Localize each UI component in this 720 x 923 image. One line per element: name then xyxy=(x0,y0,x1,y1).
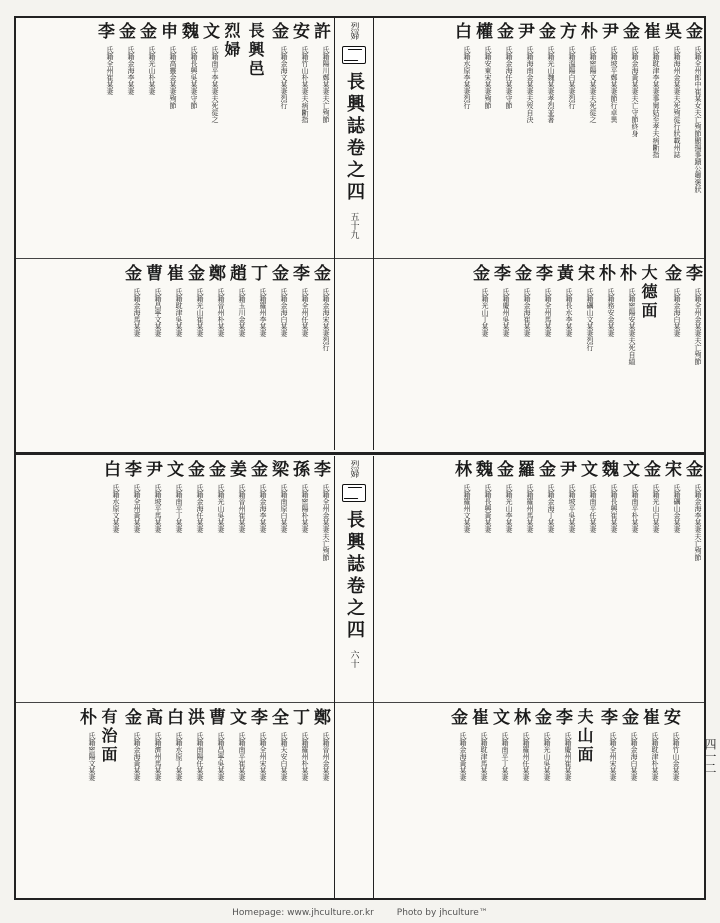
page-number: 五十九 xyxy=(348,212,359,239)
entry-column xyxy=(268,22,288,254)
entry-text: 氏籍水原李某妻烈行 xyxy=(463,46,471,109)
entry-text: 氏籍金海黃某妻 xyxy=(133,732,141,781)
entry-column xyxy=(247,460,267,698)
entry-text: 氏籍高靈金某妻殉節 xyxy=(169,46,177,109)
surname: 金 xyxy=(682,22,702,40)
entry-text: 氏籍金海任某妻守節 xyxy=(505,46,513,109)
entry-column xyxy=(682,22,702,254)
entry-column xyxy=(163,708,183,894)
entry-text: 氏籍羅州任某妻 xyxy=(522,732,530,781)
surname: 文 xyxy=(489,708,509,726)
entry-column xyxy=(100,460,120,698)
surname: 高 xyxy=(142,708,162,726)
entry-text: 氏籍金海白某妻 xyxy=(673,288,681,337)
surname: 安 xyxy=(660,708,680,726)
entry-text: 氏籍天安白某妻 xyxy=(280,732,288,781)
surname: 吳 xyxy=(661,22,681,40)
entry-column xyxy=(310,264,330,446)
entry-text: 氏籍水原文某妻 xyxy=(112,484,120,533)
entry-column xyxy=(199,22,219,254)
entry-text: 氏籍全州馬某妻 xyxy=(544,288,552,337)
entry-text: 氏籍全州郎中崔某女夫亡殉節顯揚事蹟公卿褒狀 xyxy=(694,46,702,193)
district-heading-column xyxy=(97,708,120,894)
entry-column xyxy=(121,460,141,698)
surname: 黃 xyxy=(553,264,573,282)
entry-text: 氏籍陽川鄭某妻夫亡殉節 xyxy=(322,46,330,123)
entry-column xyxy=(660,708,680,894)
book-title: 長興誌卷之四 xyxy=(344,72,365,204)
entry-text: 氏籍慶州崔某妻 xyxy=(564,732,572,781)
entry-column xyxy=(532,264,552,446)
entry-text: 氏籍南平丁某妻 xyxy=(501,732,509,781)
entries-upper-right-row1 xyxy=(366,22,702,254)
footer-photo-credit: Photo by jhculture™ xyxy=(396,908,488,918)
surname: 尹 xyxy=(142,460,162,478)
entry-text: 氏籍竹山金某妻 xyxy=(672,732,680,781)
entry-column xyxy=(115,22,135,254)
entry-column xyxy=(76,708,96,894)
entry-column xyxy=(595,264,615,446)
entry-column xyxy=(661,264,681,446)
surname: 李 xyxy=(490,264,510,282)
entry-text: 氏籍金海文某妻烈行 xyxy=(280,46,288,109)
entry-column xyxy=(598,22,618,254)
entry-column xyxy=(310,22,330,254)
entry-text: 氏籍耽津李某妻事舅姑至孝夫病斷指 xyxy=(652,46,660,158)
entry-column xyxy=(535,22,555,254)
entry-text: 氏籍金海黃某妻夫亡守節終身 xyxy=(631,46,639,137)
entry-text: 氏籍晉州朴某妻 xyxy=(217,288,225,337)
entry-column xyxy=(94,22,114,254)
entry-column xyxy=(489,708,509,894)
surname: 崔 xyxy=(640,22,660,40)
entry-column xyxy=(205,264,225,446)
surname: 崔 xyxy=(639,708,659,726)
surname: 宋 xyxy=(574,264,594,282)
surname: 金 xyxy=(447,708,467,726)
entry-text: 氏籍南平朴某妻 xyxy=(631,484,639,533)
entry-column xyxy=(556,460,576,698)
entry-text: 氏籍全州金某妻夫亡殉節 xyxy=(322,484,330,561)
surname: 李 xyxy=(682,264,702,282)
surname: 金 xyxy=(268,22,288,40)
entry-column xyxy=(268,264,288,446)
district-heading-column xyxy=(220,22,243,254)
surname: 李 xyxy=(94,22,114,40)
surname: 文 xyxy=(577,460,597,478)
entry-column xyxy=(490,264,510,446)
entry-column xyxy=(640,460,660,698)
entry-text: 氏籍海南金某妻夫歿自決 xyxy=(526,46,534,123)
entries-upper-left-row1 xyxy=(18,22,330,254)
entry-text: 氏籍安東宋某妻殉節 xyxy=(484,46,492,109)
surname: 方 xyxy=(556,22,576,40)
entry-text: 氏籍礪山金某妻 xyxy=(673,484,681,533)
entries-upper-left-row2 xyxy=(18,264,330,446)
entry-text: 氏籍南平丁某妻 xyxy=(175,484,183,533)
entry-text: 氏籍金海馬某妻 xyxy=(133,288,141,337)
entry-text: 氏籍礪山文某妻烈行 xyxy=(586,288,594,351)
entry-text: 氏籍密陽朴某妻 xyxy=(301,484,309,533)
district-heading-column xyxy=(244,22,267,254)
surname: 許 xyxy=(310,22,330,40)
entry-column xyxy=(226,460,246,698)
entry-text: 氏籍竹山朴某妻夫病斷指 xyxy=(301,46,309,123)
entry-text: 氏籍羅州李某妻 xyxy=(259,288,267,337)
entry-text: 氏籍南平任某妻 xyxy=(589,484,597,533)
entry-column xyxy=(619,22,639,254)
entry-column xyxy=(142,708,162,894)
entry-column xyxy=(682,264,702,446)
entry-column xyxy=(121,264,141,446)
surname: 崔 xyxy=(468,708,488,726)
entry-text: 氏籍昌寧文某妻 xyxy=(154,288,162,337)
surname: 金 xyxy=(247,460,267,478)
entry-column xyxy=(121,708,141,894)
entry-column xyxy=(472,460,492,698)
entry-column xyxy=(289,22,309,254)
surname: 全 xyxy=(268,708,288,726)
entry-text: 氏籍光山吳某妻 xyxy=(217,484,225,533)
entry-text: 氏籍金海宋某妻烈行 xyxy=(322,288,330,351)
surname: 尹 xyxy=(598,22,618,40)
surname: 丁 xyxy=(247,264,267,282)
surname: 孫 xyxy=(289,460,309,478)
half-divider xyxy=(14,452,706,455)
surname: 鄭 xyxy=(310,708,330,726)
entry-text: 氏籍光山李某妻 xyxy=(505,484,513,533)
entry-column xyxy=(205,460,225,698)
surname: 安 xyxy=(289,22,309,40)
entry-column xyxy=(142,264,162,446)
entries-upper-right-row2 xyxy=(366,264,702,446)
entry-column xyxy=(163,460,183,698)
entry-column xyxy=(639,708,659,894)
entry-text: 氏籍光山崔某妻 xyxy=(196,288,204,337)
entry-text: 氏籍坡平鄭某妻節行卓異 xyxy=(610,46,618,123)
entry-column xyxy=(468,708,488,894)
entry-text: 氏籍溫陽白某妻烈行 xyxy=(568,46,576,109)
entry-column xyxy=(289,708,309,894)
entry-text: 氏籍晉州金某妻 xyxy=(322,732,330,781)
surname: 曹 xyxy=(205,708,225,726)
surname: 李 xyxy=(247,708,267,726)
district-heading: 夫山面 xyxy=(575,708,594,765)
entry-column xyxy=(451,460,471,698)
entry-text: 氏籍南平李某妻夫死從之 xyxy=(211,46,219,123)
entry-text: 氏籍光山丁某妻 xyxy=(481,288,489,337)
entry-text: 氏籍金海白某妻 xyxy=(630,732,638,781)
entry-column xyxy=(574,264,594,446)
book-title-strip xyxy=(334,456,374,898)
chapter-label: 烈婦 xyxy=(348,460,359,478)
entry-column xyxy=(268,708,288,894)
district-heading: 烈婦 xyxy=(222,22,241,60)
entry-text: 氏籍全州黃某妻 xyxy=(133,484,141,533)
entry-text: 氏籍長興黃某妻 xyxy=(484,484,492,533)
entry-column xyxy=(178,22,198,254)
entries-lower-right-row1 xyxy=(366,460,702,698)
entry-column xyxy=(142,460,162,698)
surname: 文 xyxy=(619,460,639,478)
surname: 宋 xyxy=(661,460,681,478)
surname: 白 xyxy=(163,708,183,726)
entry-column xyxy=(493,460,513,698)
entry-text: 氏籍金海李某妻 xyxy=(127,46,135,95)
entry-text: 氏籍晉州崔某妻 xyxy=(238,484,246,533)
surname: 曹 xyxy=(142,264,162,282)
surname: 姜 xyxy=(226,460,246,478)
surname: 金 xyxy=(661,264,681,282)
entry-text: 氏籍羅州馬某妻 xyxy=(526,484,534,533)
surname: 李 xyxy=(121,460,141,478)
surname: 魏 xyxy=(598,460,618,478)
entry-column xyxy=(163,264,183,446)
entry-column xyxy=(447,708,467,894)
surname: 金 xyxy=(493,460,513,478)
entry-column xyxy=(136,22,156,254)
entry-column xyxy=(184,460,204,698)
surname: 金 xyxy=(469,264,489,282)
entry-column xyxy=(514,22,534,254)
entry-column xyxy=(184,264,204,446)
footer xyxy=(0,903,720,923)
entry-column xyxy=(682,460,702,698)
entry-column xyxy=(247,708,267,894)
surname: 洪 xyxy=(184,708,204,726)
surname: 朴 xyxy=(76,708,96,726)
entry-text: 氏籍光山吳某妻 xyxy=(543,732,551,781)
entry-text: 氏籍海州金某妻夫死殉從行狀載州誌 xyxy=(673,46,681,158)
surname: 金 xyxy=(531,708,551,726)
page-number: 六十 xyxy=(348,650,359,668)
entry-text: 氏籍羅州朴某妻 xyxy=(301,732,309,781)
entries-lower-left-row1 xyxy=(18,460,330,698)
surname: 金 xyxy=(136,22,156,40)
entry-text: 氏籍長興崔某妻 xyxy=(610,484,618,533)
entry-text: 氏籍耽津馬某妻 xyxy=(480,732,488,781)
surname: 尹 xyxy=(514,22,534,40)
surname: 金 xyxy=(115,22,135,40)
surname: 金 xyxy=(184,460,204,478)
entry-text: 氏籍密陽文某妻 xyxy=(88,732,96,781)
entry-column xyxy=(469,264,489,446)
entry-column xyxy=(226,264,246,446)
entry-text: 氏籍全州宋某妻 xyxy=(259,732,267,781)
surname: 金 xyxy=(619,22,639,40)
entry-column xyxy=(157,22,177,254)
surname: 魏 xyxy=(178,22,198,40)
entry-column xyxy=(619,460,639,698)
entry-column xyxy=(531,708,551,894)
entry-column xyxy=(577,22,597,254)
entry-column xyxy=(510,708,530,894)
entry-column xyxy=(511,264,531,446)
surname: 林 xyxy=(510,708,530,726)
district-heading: 大德面 xyxy=(639,264,658,321)
surname: 權 xyxy=(472,22,492,40)
entry-text: 氏籍南原白某妻 xyxy=(280,484,288,533)
entry-column xyxy=(310,708,330,894)
surname: 金 xyxy=(310,264,330,282)
surname: 趙 xyxy=(226,264,246,282)
entry-column xyxy=(205,708,225,894)
surname: 魏 xyxy=(472,460,492,478)
entry-text: 氏籍金海丁某妻 xyxy=(547,484,555,533)
surname: 白 xyxy=(451,22,471,40)
surname: 金 xyxy=(121,708,141,726)
entry-text: 氏籍金海任某妻 xyxy=(196,484,204,533)
entries-lower-left-row2 xyxy=(18,708,330,894)
surname: 金 xyxy=(682,460,702,478)
entry-text: 氏籍南平崔某妻 xyxy=(238,732,246,781)
entry-text: 氏籍耽津朴某妻 xyxy=(651,732,659,781)
entry-text: 氏籍水原丁某妻 xyxy=(175,732,183,781)
entry-text: 氏籍密陽安某妻夫死自縊 xyxy=(628,288,636,365)
surname: 朴 xyxy=(577,22,597,40)
entry-text: 氏籍長水李某妻 xyxy=(565,288,573,337)
entry-column xyxy=(661,22,681,254)
surname: 申 xyxy=(157,22,177,40)
entry-column xyxy=(553,264,573,446)
entry-column xyxy=(184,708,204,894)
entry-text: 氏籍昌寧吳某妻 xyxy=(217,732,225,781)
fish-tail-mark-icon xyxy=(342,46,366,64)
entry-text: 氏籍金海白某妻 xyxy=(280,288,288,337)
surname: 金 xyxy=(121,264,141,282)
entry-text: 氏籍全州任某妻 xyxy=(301,288,309,337)
entry-text: 氏籍金海李某妻 xyxy=(259,484,267,533)
footer-homepage: Homepage: www.jhculture.or.kr xyxy=(232,908,374,918)
entry-text: 氏籍全州宋某妻 xyxy=(609,732,617,781)
surname: 金 xyxy=(205,460,225,478)
entry-column xyxy=(535,460,555,698)
margin-page-number: 四一二 xyxy=(703,738,717,774)
surname: 金 xyxy=(511,264,531,282)
entry-text: 氏籍密陽文某妻夫死從之 xyxy=(589,46,597,123)
entry-column xyxy=(598,460,618,698)
surname: 金 xyxy=(640,460,660,478)
entry-column xyxy=(514,460,534,698)
entry-column xyxy=(618,708,638,894)
entry-text: 氏籍玉川金某妻 xyxy=(238,288,246,337)
surname: 崔 xyxy=(163,264,183,282)
entry-text: 氏籍慶州吳某妻 xyxy=(502,288,510,337)
entry-column xyxy=(577,460,597,698)
surname: 李 xyxy=(289,264,309,282)
surname: 白 xyxy=(100,460,120,478)
entry-text: 氏籍羅州文某妻 xyxy=(463,484,471,533)
entry-text: 氏籍光山朴某妻 xyxy=(148,46,156,95)
district-heading-column xyxy=(573,708,596,894)
entry-column xyxy=(640,22,660,254)
lower-half xyxy=(14,456,706,898)
fish-tail-mark-icon xyxy=(342,484,366,502)
surname: 朴 xyxy=(616,264,636,282)
surname: 金 xyxy=(184,264,204,282)
surname: 李 xyxy=(552,708,572,726)
entry-column xyxy=(661,460,681,698)
entry-column xyxy=(289,264,309,446)
district-heading: 有治面 xyxy=(99,708,118,765)
surname: 羅 xyxy=(514,460,534,478)
district-heading: 長興邑 xyxy=(246,22,265,79)
entry-column xyxy=(552,708,572,894)
surname: 金 xyxy=(268,264,288,282)
entry-text: 氏籍坡平馬某妻 xyxy=(154,484,162,533)
surname: 李 xyxy=(532,264,552,282)
entry-text: 氏籍金海黃某妻 xyxy=(459,732,467,781)
entry-column xyxy=(493,22,513,254)
surname: 鄭 xyxy=(205,264,225,282)
book-title-strip xyxy=(334,18,374,450)
surname: 李 xyxy=(310,460,330,478)
surname: 金 xyxy=(535,460,555,478)
entry-column xyxy=(289,460,309,698)
entries-lower-right-row2 xyxy=(366,708,680,894)
entry-text: 氏籍光山白某妻 xyxy=(652,484,660,533)
surname: 文 xyxy=(226,708,246,726)
surname: 朴 xyxy=(595,264,615,282)
entry-text: 氏籍全州崔某妻 xyxy=(106,46,114,95)
entry-column xyxy=(597,708,617,894)
district-heading-column xyxy=(637,264,660,446)
entry-column xyxy=(268,460,288,698)
entry-text: 氏籍耽津吳某妻 xyxy=(175,288,183,337)
entry-text: 氏籍長興吳某妻守節 xyxy=(190,46,198,109)
entry-column xyxy=(472,22,492,254)
entry-column xyxy=(247,264,267,446)
entry-text: 氏籍金海李某妻夫亡殉節 xyxy=(694,484,702,561)
entry-text: 氏籍務安金某妻 xyxy=(607,288,615,337)
entry-column xyxy=(556,22,576,254)
surname: 文 xyxy=(199,22,219,40)
entry-text: 氏籍濟州馬某妻 xyxy=(154,732,162,781)
entry-text: 氏籍光山魏某妻孝烈並著 xyxy=(547,46,555,123)
entry-column xyxy=(226,708,246,894)
surname: 尹 xyxy=(556,460,576,478)
book-title: 長興誌卷之四 xyxy=(344,510,365,642)
surname: 金 xyxy=(535,22,555,40)
surname: 林 xyxy=(451,460,471,478)
entry-text: 氏籍金海崔某妻 xyxy=(523,288,531,337)
surname: 李 xyxy=(597,708,617,726)
surname: 金 xyxy=(618,708,638,726)
entry-column xyxy=(310,460,330,698)
entry-column xyxy=(616,264,636,446)
upper-half xyxy=(14,18,706,450)
entry-column xyxy=(451,22,471,254)
entry-text: 氏籍全州金某妻夫亡殉節 xyxy=(694,288,702,365)
surname: 梁 xyxy=(268,460,288,478)
chapter-label: 烈婦 xyxy=(348,22,359,40)
entry-text: 氏籍坡平吳某妻 xyxy=(568,484,576,533)
entry-text: 氏籍南陽任某妻 xyxy=(196,732,204,781)
surname: 丁 xyxy=(289,708,309,726)
surname: 文 xyxy=(163,460,183,478)
surname: 金 xyxy=(493,22,513,40)
